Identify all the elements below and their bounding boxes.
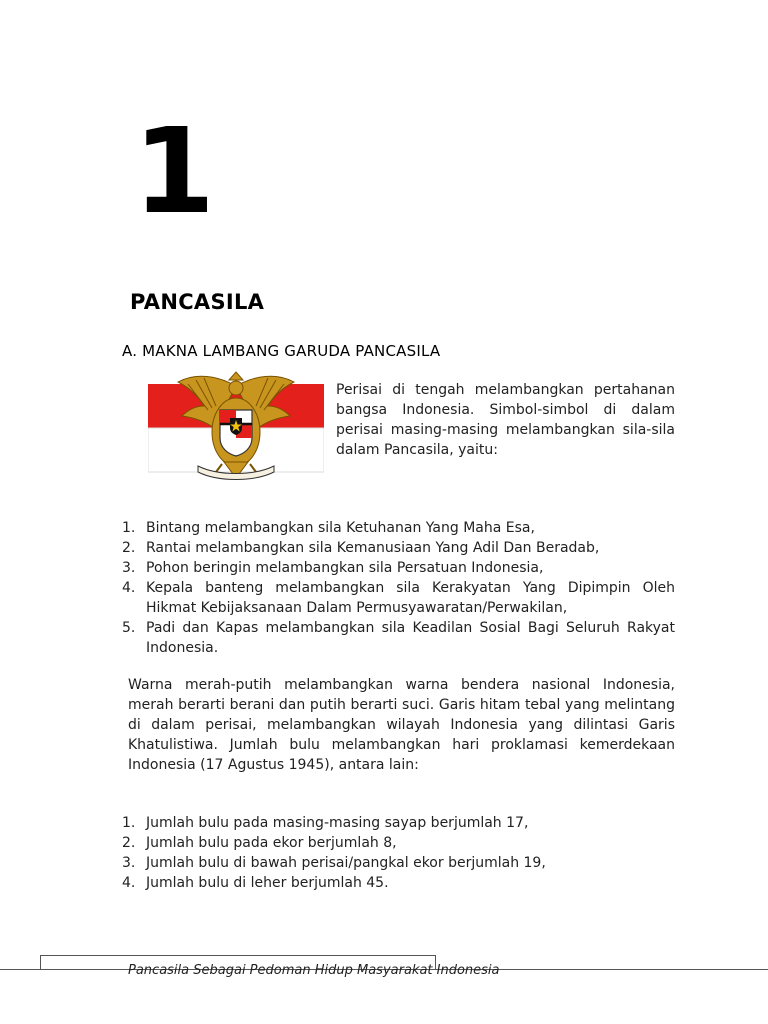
- list-number: 4.: [122, 875, 136, 891]
- list-item: [122, 558, 675, 578]
- section-heading: A. MAKNA LAMBANG GARUDA PANCASILA: [122, 342, 441, 360]
- list-number: 3.: [122, 855, 136, 871]
- list-item: [122, 578, 675, 618]
- footer-running-title: Pancasila Sebagai Pedoman Hidup Masyarakat Indonesia: [128, 963, 500, 978]
- list-number: 2.: [122, 540, 136, 556]
- list-text: Bintang melambangkan sila Ketuhanan Yang Maha Esa,: [146, 520, 535, 536]
- list-text: Jumlah bulu di bawah perisai/pangkal ekor berjumlah 19,: [146, 855, 546, 871]
- list-number: 4.: [122, 580, 136, 596]
- list-item: [122, 518, 675, 538]
- list-text: Kepala banteng melambangkan sila Kerakyatan Yang Dipimpin Oleh Hikmat Kebijaksanaan Dalam Permusyawaratan/Perwakilan,: [146, 580, 675, 616]
- list-number: 1.: [122, 815, 136, 831]
- intro-paragraph: Perisai di tengah melambangkan pertahanan bangsa Indonesia. Simbol-simbol di dalam perisai masing-masing melambangkan sila-sila dalam Pancasila, yaitu:: [336, 382, 675, 458]
- list-item: [122, 538, 675, 558]
- list-text: Jumlah bulu di leher berjumlah 45.: [146, 875, 389, 891]
- list-item: [122, 618, 675, 658]
- list-item: [122, 813, 675, 833]
- feather-count-list: [122, 813, 675, 893]
- sila-symbol-list: [122, 518, 675, 658]
- list-number: 3.: [122, 560, 136, 576]
- garuda-pancasila-emblem: [148, 366, 324, 486]
- list-number: 2.: [122, 835, 136, 851]
- chapter-number: 1: [133, 102, 216, 240]
- chapter-title: PANCASILA: [130, 290, 265, 314]
- list-text: Padi dan Kapas melambangkan sila Keadilan Sosial Bagi Seluruh Rakyat Indonesia.: [146, 620, 675, 656]
- list-number: 5.: [122, 620, 136, 636]
- list-item: [122, 853, 675, 873]
- color-meaning-paragraph: Warna merah-putih melambangkan warna bendera nasional Indonesia, merah berarti berani dan putih berarti suci. Garis hitam tebal yang melintang di dalam perisai, melambangkan wilayah Indonesia yang dilintasi Garis Khatulistiwa. Jumlah bulu melambangkan hari proklamasi kemerdekaan Indonesia (17 Agustus 1945), antara lain:: [128, 677, 675, 773]
- list-text: Jumlah bulu pada ekor berjumlah 8,: [146, 835, 397, 851]
- list-text: Rantai melambangkan sila Kemanusiaan Yang Adil Dan Beradab,: [146, 540, 600, 556]
- list-item: [122, 833, 675, 853]
- list-text: Pohon beringin melambangkan sila Persatuan Indonesia,: [146, 560, 544, 576]
- list-item: [122, 873, 675, 893]
- list-number: 1.: [122, 520, 136, 536]
- list-text: Jumlah bulu pada masing-masing sayap berjumlah 17,: [146, 815, 529, 831]
